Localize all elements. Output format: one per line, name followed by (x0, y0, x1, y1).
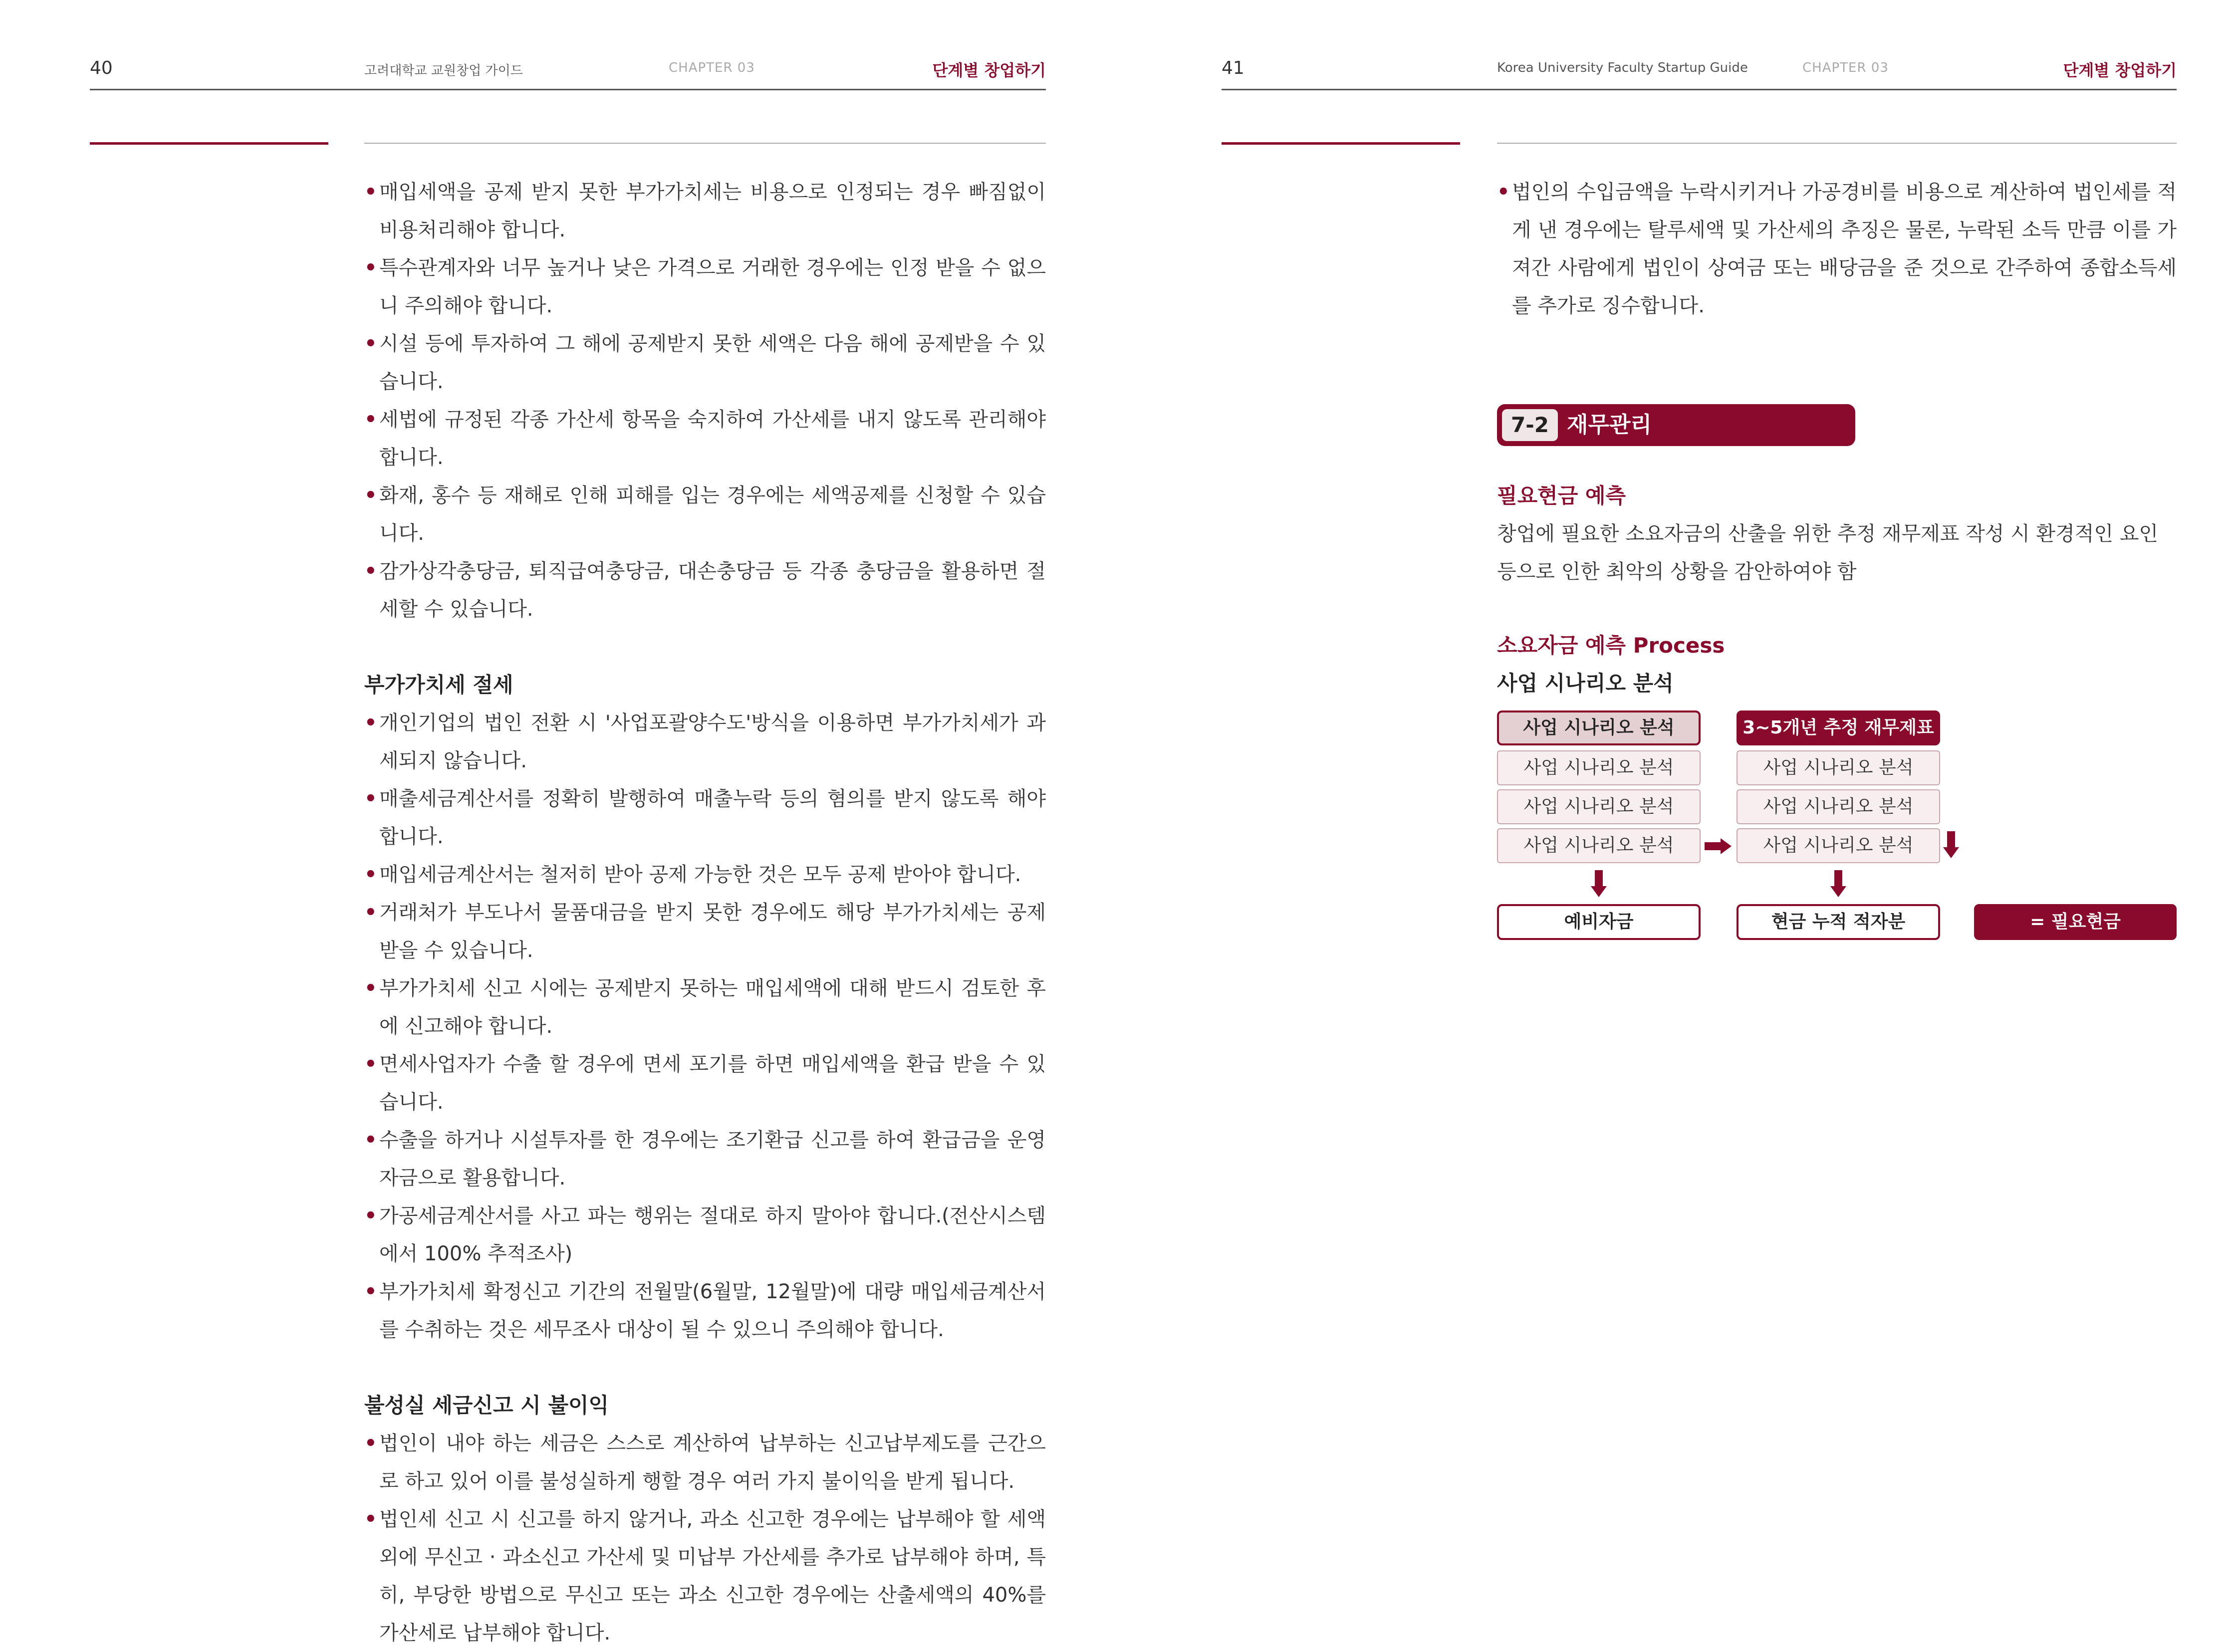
heading-cash-forecast: 필요현금 예측 (1497, 483, 1626, 508)
heading-scenario: 사업 시나리오 분석 (1497, 671, 1674, 696)
list-item: • 화재, 홍수 등 재해로 인해 피해를 입는 경우에는 세액공제를 신청할 수 있습니다. (364, 476, 1046, 552)
section-badge-number: 7-2 (1502, 409, 1558, 441)
section-title-left: 단계별 창업하기 (932, 61, 1046, 80)
section-title-right: 단계별 창업하기 (2063, 61, 2177, 80)
diagram-col2-item: 사업 시나리오 분석 (1737, 789, 1940, 824)
list-item: • 부가가치세 확정신고 기간의 전월말(6월말, 12월말)에 대량 매입세금계산서를 수취하는 것은 세무조사 대상이 될 수 있으니 주의해야 합니다. (364, 1273, 1046, 1349)
diagram-output-required-cash: = 필요현금 (1974, 904, 2177, 940)
left-body (364, 173, 1046, 1652)
arrow-down-icon (1591, 870, 1607, 898)
diagram-col2-item: 사업 시나리오 분석 (1737, 750, 1940, 785)
diagram-col2-header: 3~5개년 추정 재무제표 (1737, 710, 1940, 745)
guide-title-left: 고려대학교 교원창업 가이드 (364, 63, 523, 78)
list-item: • 개인기업의 법인 전환 시 '사업포괄양수도'방식을 이용하면 부가가치세가 과세되지 않습니다. (364, 704, 1046, 780)
heading-vat-savings: 부가가치세 절세 (364, 673, 513, 697)
diagram-col1-item: 사업 시나리오 분석 (1497, 750, 1701, 785)
section-badge (1497, 404, 1855, 446)
spacer (364, 1349, 1046, 1387)
page-number-left: 40 (90, 58, 113, 78)
chapter-label-right: CHAPTER 03 (1802, 60, 1889, 75)
section-badge-title: 재무관리 (1567, 412, 1652, 438)
list-item: • 가공세금계산서를 사고 파는 행위는 절대로 하지 말아야 합니다.(전산시스템에서 100% 추적조사) (364, 1197, 1046, 1273)
right-body-top (1497, 173, 2177, 325)
diagram-col1-header: 사업 시나리오 분석 (1497, 710, 1701, 745)
guide-title-right: Korea University Faculty Startup Guide (1497, 60, 1748, 75)
cash-forecast-paragraph: 창업에 필요한 소요자금의 산출을 위한 추정 재무제표 작성 시 환경적인 요인 등으로 인한 최악의 상황을 감안하여야 함 (1497, 522, 2158, 583)
arrow-right-icon (1705, 838, 1733, 854)
diagram-output-reserve: 예비자금 (1497, 904, 1701, 940)
list-item: • 시설 등에 투자하여 그 해에 공제받지 못한 세액은 다음 해에 공제받을 수 있습니다. (364, 325, 1046, 401)
list-item: • 법인의 수입금액을 누락시키거나 가공경비를 비용으로 계산하여 법인세를 적게 낸 경우에는 탈루세액 및 가산세의 추징은 물론, 누락된 소득 만큼 이를 가져간 사람에게 법인이 상여금 또는 배당금을 준 것으로 간주하여 종합소득세를 추가로 징수합니다. (1497, 173, 2177, 325)
heading-penalty: 불성실 세금신고 시 불이익 (364, 1393, 609, 1417)
list-item: • 세법에 규정된 각종 가산세 항목을 숙지하여 가산세를 내지 않도록 관리해야 합니다. (364, 401, 1046, 476)
header-rule-left (90, 89, 1046, 90)
list-item: • 감가상각충당금, 퇴직급여충당금, 대손충당금 등 각종 충당금을 활용하면 절세할 수 있습니다. (364, 552, 1046, 628)
diagram-output-deficit: 현금 누적 적자분 (1737, 904, 1940, 940)
spacer (364, 628, 1046, 666)
header-rule-right (1222, 89, 2177, 90)
list-item: • 거래처가 부도나서 물품대금을 받지 못한 경우에도 해당 부가가치세는 공제 받을 수 있습니다. (364, 894, 1046, 969)
arrow-down-icon (1830, 870, 1846, 898)
arrow-down-icon (1943, 831, 1959, 859)
content-rule-right (1497, 143, 2177, 144)
diagram-col1-item: 사업 시나리오 분석 (1497, 828, 1701, 863)
page-number-right: 41 (1222, 58, 1244, 78)
accent-rule-left (90, 142, 328, 145)
list-item: • 매입세액을 공제 받지 못한 부가가치세는 비용으로 인정되는 경우 빠짐없이 비용처리해야 합니다. (364, 173, 1046, 249)
list-item: • 수출을 하거나 시설투자를 한 경우에는 조기환급 신고를 하여 환급금을 운영자금으로 활용합니다. (364, 1121, 1046, 1197)
list-item: • 매입세금계산서는 철저히 받아 공제 가능한 것은 모두 공제 받아야 합니다. (364, 856, 1046, 894)
list-item: • 부가가치세 신고 시에는 공제받지 못하는 매입세액에 대해 받드시 검토한 후에 신고해야 합니다. (364, 969, 1046, 1045)
diagram-col1-item: 사업 시나리오 분석 (1497, 789, 1701, 824)
list-item: • 매출세금계산서를 정확히 발행하여 매출누락 등의 혐의를 받지 않도록 해야 합니다. (364, 780, 1046, 856)
diagram-col2-item: 사업 시나리오 분석 (1737, 828, 1940, 863)
heading-process: 소요자금 예측 Process (1497, 633, 1725, 658)
content-rule-left (364, 143, 1046, 144)
list-item: • 법인세 신고 시 신고를 하지 않거나, 과소 신고한 경우에는 납부해야 할 세액 외에 무신고 · 과소신고 가산세 및 미납부 가산세를 추가로 납부해야 하며, 특히, 부당한 방법으로 무신고 또는 과소 신고한 경우에는 산출세액의 40%를 가산세로 납부해야 합니다. (364, 1500, 1046, 1652)
list-item: • 면세사업자가 수출 할 경우에 면세 포기를 하면 매입세액을 환급 받을 수 있습니다. (364, 1045, 1046, 1121)
list-item: • 특수관계자와 너무 높거나 낮은 가격으로 거래한 경우에는 인정 받을 수 없으니 주의해야 합니다. (364, 249, 1046, 325)
list-item: • 법인이 내야 하는 세금은 스스로 계산하여 납부하는 신고납부제도를 근간으로 하고 있어 이를 불성실하게 행할 경우 여러 가지 불이익을 받게 됩니다. (364, 1424, 1046, 1500)
chapter-label-left: CHAPTER 03 (669, 60, 755, 75)
accent-rule-right (1222, 142, 1460, 145)
